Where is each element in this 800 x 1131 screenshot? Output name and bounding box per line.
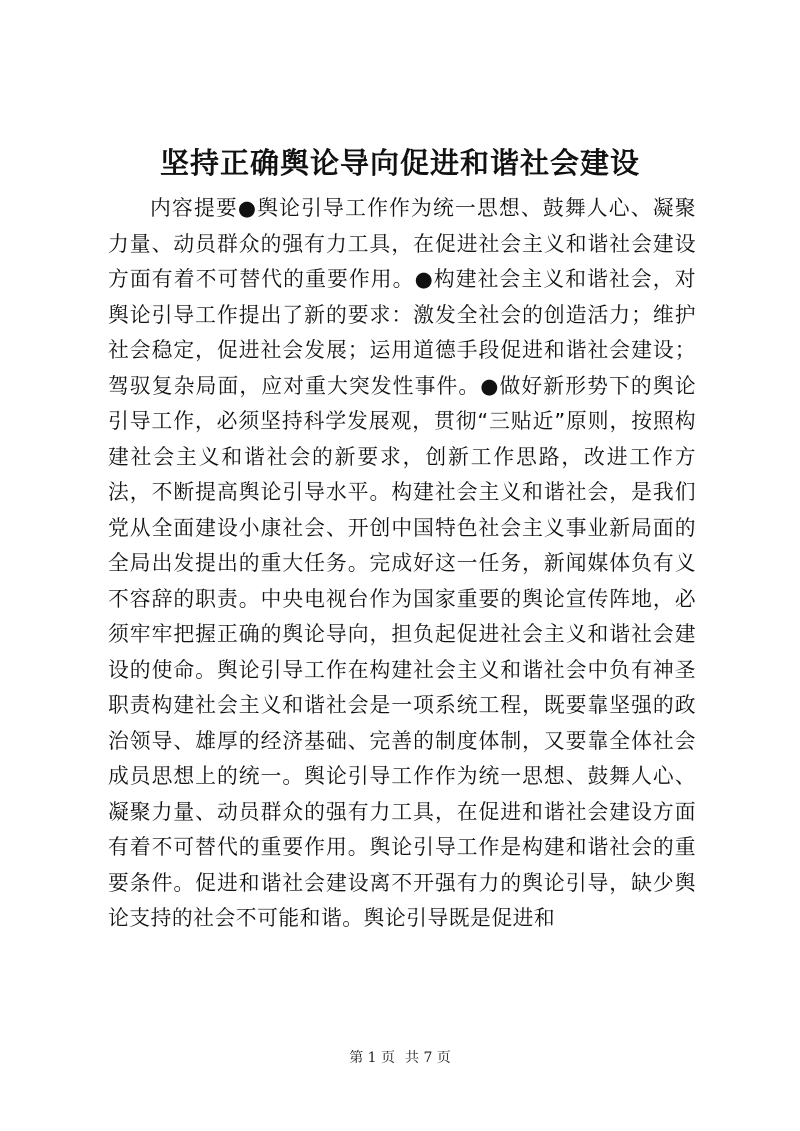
page-total: 共 7 页 [405, 1050, 451, 1066]
document-title: 坚持正确舆论导向促进和谐社会建设 [159, 146, 640, 180]
document-body: 内容提要●舆论引导工作作为统一思想、鼓舞人心、凝聚力量、动员群众的强有力工具，在促进社会主义和谐社会建设方面有着不可替代的重要作用。●构建社会主义和谐社会，对舆论引导工作提出了新的要求：激发全社会的创造活力；维护社会稳定，促进社会发展；运用道德手段促进和谐社会建设；驾驭复杂局面，应对重大突发性事件。●做好新形势下的舆论引导工作，必须坚持科学发展观，贯彻“三贴近”原则，按照构建社会主义和谐社会的新要求，创新工作思路，改进工作方法，不断提高舆论引导水平。构建社会主义和谐社会，是我们党从全面建设小康社会、开创中国特色社会主义事业新局面的全局出发提出的重大任务。完成好这一任务，新闻媒体负有义不容辞的职责。中央电视台作为国家重要的舆论宣传阵地，必须牢牢把握正确的舆论导向，担负起促进社会主义和谐社会建设的使命。舆论引导工作在构建社会主义和谐社会中负有神圣职责构建社会主义和谐社会是一项系统工程，既要靠坚强的政治领导、雄厚的经济基础、完善的制度体制，又要靠全体社会成员思想上的统一。舆论引导工作作为统一思想、鼓舞人心、凝聚力量、动员群众的强有力工具，在促进和谐社会建设方面有着不可替代的重要作用。舆论引导工作是构建和谐社会的重要条件。促进和谐社会建设离不开强有力的舆论引导，缺少舆论支持的社会不可能和谐。舆论引导既是促进和 [108, 196, 696, 930]
page-number: 第 1 页 [349, 1050, 395, 1066]
page-footer [0, 1048, 800, 1068]
